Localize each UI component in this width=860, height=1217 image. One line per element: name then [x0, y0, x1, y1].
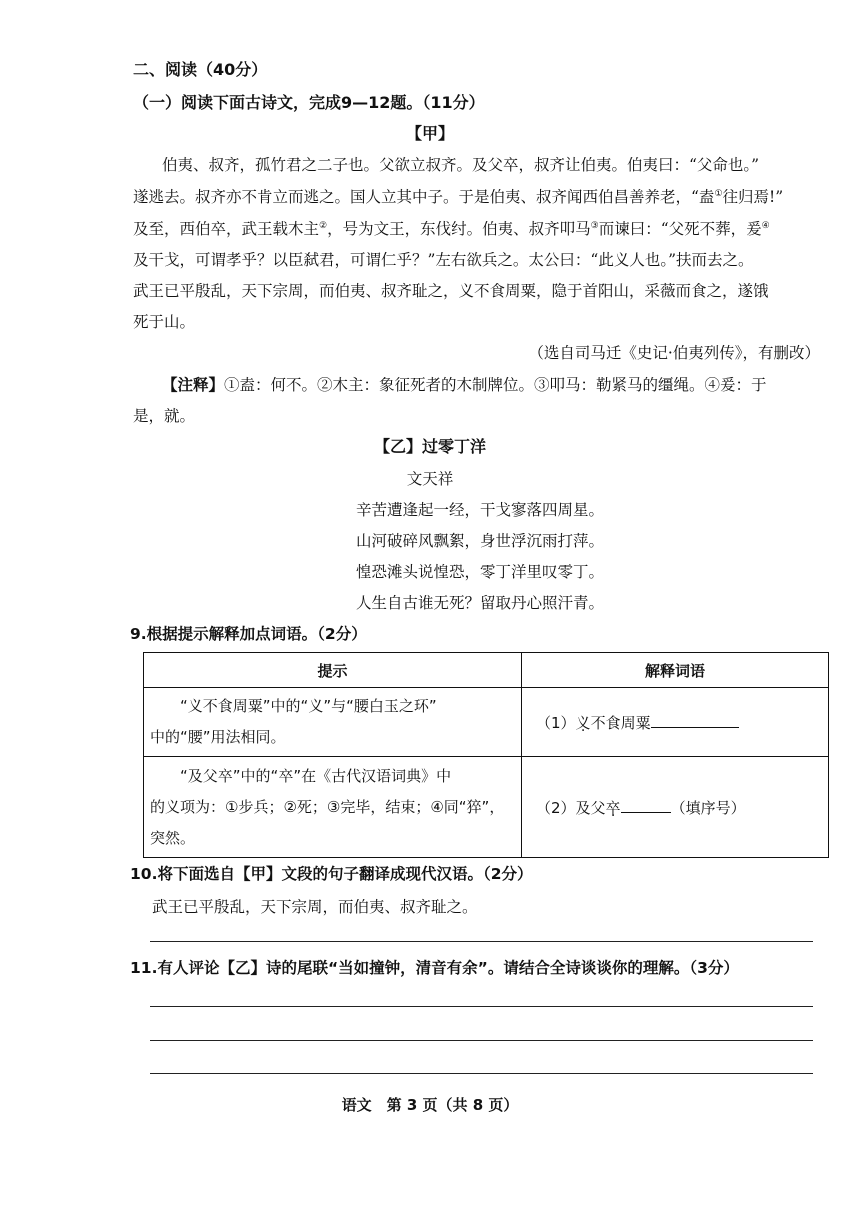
q10-title: 10.将下面选自【甲】文段的句子翻译成现代汉语。（2分） — [130, 865, 533, 883]
q9-row-2 — [144, 757, 829, 858]
jia-source: （选自司马迁《史记·伯夷列传》，有删改） — [528, 344, 820, 362]
q11-answer-line-2[interactable] — [150, 1040, 813, 1041]
q9-title: 9.根据提示解释加点词语。（2分） — [130, 625, 367, 643]
jia-line-6: 死于山。 — [133, 313, 196, 331]
q10-answer-line[interactable] — [150, 941, 813, 942]
q10-sentence: 武王已平殷乱，天下宗周，而伯夷、叔齐耻之。 — [152, 898, 478, 916]
q9-row-1 — [144, 688, 829, 757]
q9-row1-hint: “义不食周粟”中的“义”与“腰白玉之环” 中的“腰”用法相同。 — [144, 688, 522, 757]
q11-answer-line-3[interactable] — [150, 1073, 813, 1074]
q9-row2-hint: “及父卒”中的“卒”在《古代汉语词典》中 的义项为：①步兵；②死；③完毕，结束；④同“猝”， 突然。 — [144, 757, 522, 858]
yi-line-4: 人生自古谁无死？留取丹心照汗青。 — [356, 594, 605, 612]
yi-author: 文天祥 — [406, 470, 454, 488]
q9-blank-2[interactable] — [621, 796, 671, 813]
q9-header-answer: 解释词语 — [522, 653, 829, 688]
yi-title: 【乙】过零丁洋 — [373, 437, 486, 456]
q9-header-hint: 提示 — [144, 653, 522, 688]
q9-blank-1[interactable] — [651, 711, 739, 728]
yi-line-2: 山河破碎风飘絮，身世浮沉雨打萍。 — [356, 532, 605, 550]
yi-line-1: 辛苦遭逢起一经，干戈寥落四周星。 — [356, 501, 605, 519]
jia-line-5: 武王已平殷乱，天下宗周，而伯夷、叔齐耻之，义不食周粟，隐于首阳山，采薇而食之，遂饿 — [133, 282, 769, 300]
section-title: 二、阅读（40分） — [133, 60, 268, 79]
q9-row2-answer: （2）及父卒 （填序号） — [522, 757, 829, 858]
jia-line-3: 及至，西伯卒，武王载木主②，号为文王，东伐纣。伯夷、叔齐叩马③而谏曰：“父死不葬，爰④ — [133, 220, 770, 238]
jia-line-4: 及干戈，可谓孝乎？以臣弑君，可谓仁乎？”左右欲兵之。太公曰：“此义人也。”扶而去之。 — [133, 251, 754, 269]
part1-title: （一）阅读下面古诗文，完成9—12题。（11分） — [133, 93, 485, 112]
q11-answer-line-1[interactable] — [150, 1006, 813, 1007]
jia-note: 【注释】①盍：何不。②木主：象征死者的木制牌位。③叩马：勒紧马的缰绳。④爰：于 — [162, 376, 767, 394]
yi-line-3: 惶恐滩头说惶恐，零丁洋里叹零丁。 — [356, 563, 605, 581]
page-footer: 语文 第 3 页（共 8 页） — [341, 1096, 519, 1114]
jia-line-2: 遂逃去。叔齐亦不肯立而逃之。国人立其中子。于是伯夷、叔齐闻西伯昌善养老，“盍①往归焉!” — [133, 188, 784, 206]
jia-note-cont: 是，就。 — [133, 407, 196, 425]
q9-header-row — [144, 653, 829, 688]
q9-table — [143, 652, 829, 858]
q11-title: 11.有人评论【乙】诗的尾联“当如撞钟，清音有余”。请结合全诗谈谈你的理解。（3分） — [130, 959, 739, 977]
jia-label: 【甲】 — [405, 124, 454, 143]
jia-line-1: 伯夷、叔齐，孤竹君之二子也。父欲立叔齐。及父卒，叔齐让伯夷。伯夷曰：“父命也。” — [162, 156, 760, 174]
q9-row1-answer: （1）义不食周粟 — [522, 688, 829, 757]
